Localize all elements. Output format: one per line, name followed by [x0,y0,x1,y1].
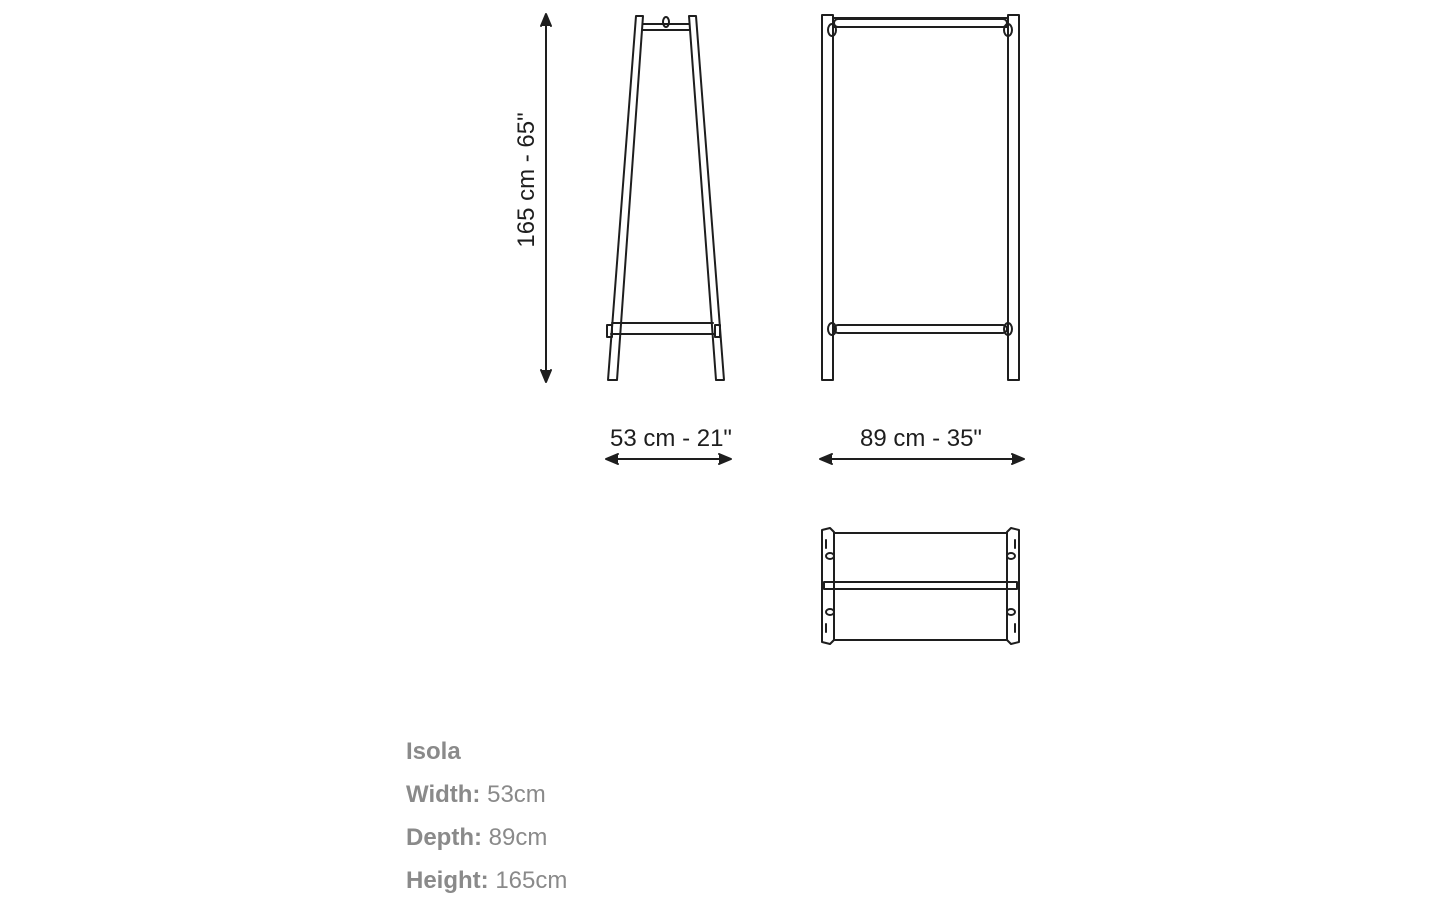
depth-spec-value: 89cm [488,824,548,851]
depth-dimension-arrow [820,454,1024,464]
product-name: Isola [406,738,461,765]
depth-spec-label: Depth: [406,824,482,851]
height-spec-value: 165cm [495,867,568,894]
front-view-drawing [822,15,1019,380]
height-spec-row [406,859,567,900]
height-spec-label: Height: [406,867,489,894]
product-specs [406,730,567,900]
side-view-drawing [607,16,724,380]
width-dimension-arrow [606,454,731,464]
width-spec-row [406,773,567,816]
depth-dimension-label: 89 cm - 35" [860,425,982,452]
depth-spec-row [406,816,567,859]
width-dimension-label: 53 cm - 21" [610,425,732,452]
height-dimension-arrow [541,14,551,382]
product-name-row [406,730,567,773]
top-view-drawing [822,528,1019,644]
width-spec-label: Width: [406,781,481,808]
height-dimension-label: 165 cm - 65" [513,112,540,248]
width-spec-value: 53cm [487,781,546,808]
